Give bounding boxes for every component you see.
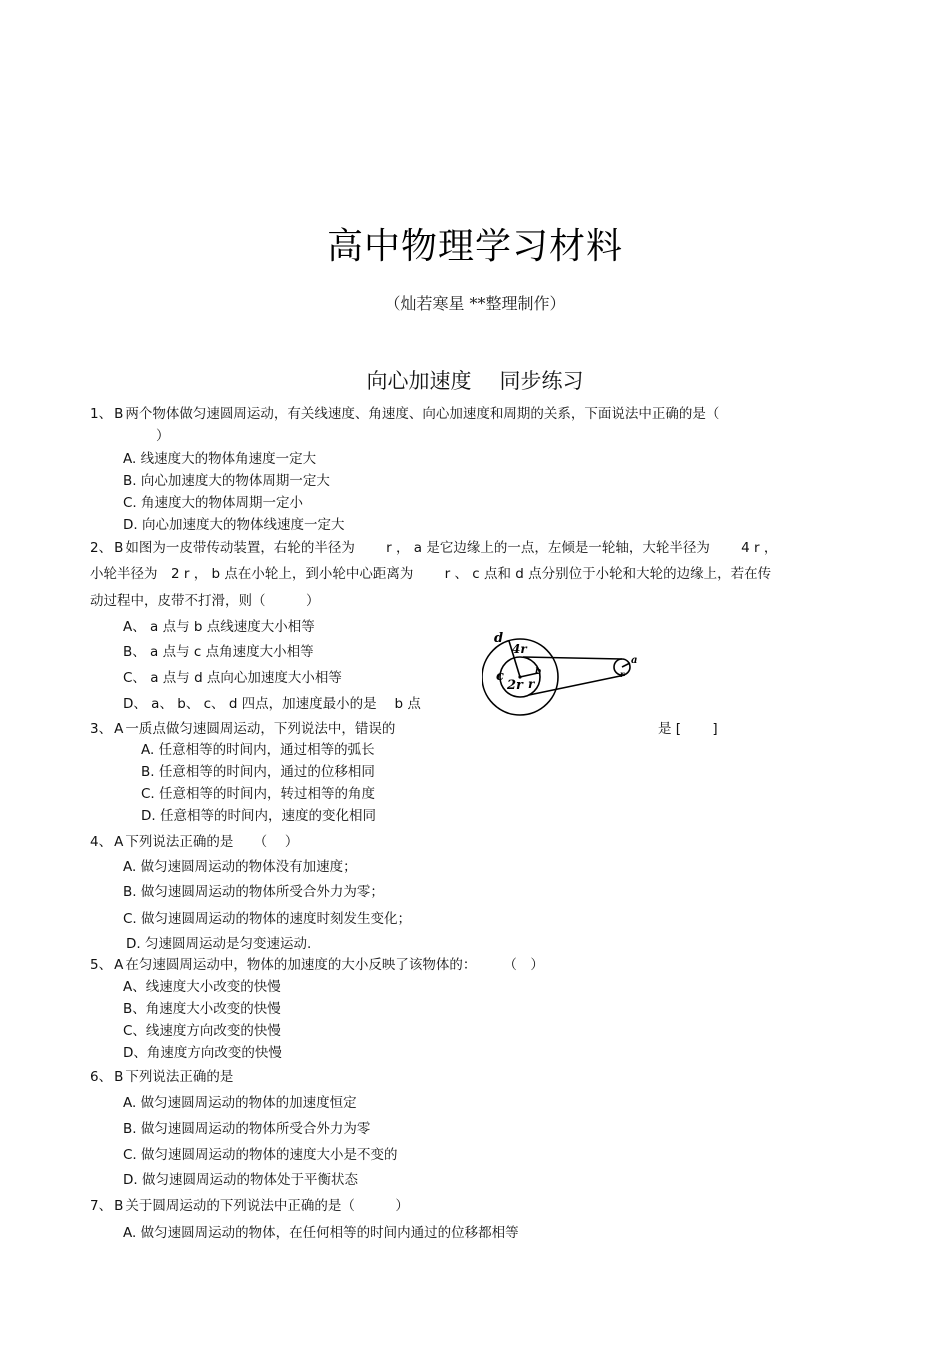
q3-option-b: B. 任意相等的时间内，通过的位移相同: [141, 764, 375, 780]
q3-stem-line: [90, 720, 395, 738]
q6-option-a: A. 做匀速圆周运动的物体的加速度恒定: [123, 1095, 357, 1111]
q2-number: 2、: [90, 540, 113, 556]
q4-option-d: D. 匀速圆周运动是匀变速运动.: [126, 936, 312, 952]
q3-option-a: A. 任意相等的时间内，通过相等的弧长: [141, 742, 375, 758]
q5-answer: A: [114, 957, 124, 973]
q2-option-d: D、 a、 b、 c、 d 四点，加速度最小的是 b 点: [123, 696, 421, 712]
section-title-part1: 向心加速度: [366, 369, 472, 393]
q2-option-a: A、 a 点与 b 点线速度大小相等: [123, 619, 315, 635]
q2-stem-text: 如图为一皮带传动装置，右轮的半径为 r ， a 是它边缘上的一点，左倾是一轮轴，大轮半径为 4 r ，: [125, 540, 778, 556]
q6-stem-text: 下列说法正确的是: [125, 1069, 234, 1085]
q4-stem-text: 下列说法正确的是 （ ）: [125, 834, 299, 850]
q7-stem-text: 关于圆周运动的下列说法中正确的是（ ）: [125, 1198, 409, 1214]
q2-stem-line2: 小轮半径为 2 r ， b 点在小轮上，到小轮中心距离为 r 、 c 点和 d 点分别位于小轮和大轮的边缘上，若在传: [90, 566, 772, 582]
belt-lower: [529, 675, 625, 695]
q4-stem-line: [90, 833, 298, 851]
q1-stem-line2: ）: [156, 428, 170, 444]
q4-option-c: C. 做匀速圆周运动的物体的速度时刻发生变化；: [123, 911, 412, 927]
q4-option-b: B. 做匀速圆周运动的物体所受合外力为零；: [123, 884, 384, 900]
q5-option-a: A、线速度大小改变的快慢: [123, 979, 281, 995]
label-a: a: [631, 655, 638, 666]
q4-option-a: A. 做匀速圆周运动的物体没有加速度；: [123, 859, 357, 875]
q3-stem-tail: 是 [ ]: [658, 721, 718, 737]
q1-answer: B: [114, 406, 124, 422]
label-b: b: [535, 667, 542, 677]
label-4r: 4r: [512, 642, 527, 656]
q4-number: 4、: [90, 834, 113, 850]
q1-option-b: B. 向心加速度大的物体周期一定大: [123, 473, 330, 489]
page-title: 高中物理学习材料: [326, 226, 623, 267]
q5-stem-text: 在匀速圆周运动中，物体的加速度的大小反映了该物体的： （ ）: [125, 957, 544, 973]
q1-stem-text: 两个物体做匀速圆周运动，有关线速度、角速度、向心加速度和周期的关系，下面说法中正确的是（: [125, 406, 720, 422]
section-title-part2: 同步练习: [499, 369, 584, 393]
q3-stem-text: 一质点做匀速圆周运动，下列说法中，错误的: [125, 721, 396, 737]
q3-number: 3、: [90, 721, 113, 737]
q1-option-d: D. 向心加速度大的物体线速度一定大: [123, 517, 345, 533]
q3-answer: A: [114, 721, 124, 737]
label-r-small: r: [528, 677, 535, 691]
label-c: c: [496, 669, 504, 684]
belt-drive-diagram: [482, 626, 644, 720]
q6-stem-line: [90, 1068, 233, 1086]
q7-option-a: A. 做匀速圆周运动的物体，在任何相等的时间内通过的位移都相等: [123, 1225, 519, 1241]
q2-option-c: C、 a 点与 d 点向心加速度大小相等: [123, 670, 342, 686]
q3-option-d: D. 任意相等的时间内，速度的变化相同: [141, 808, 376, 824]
q1-option-c: C. 角速度大的物体周期一定小: [123, 495, 304, 511]
q1-stem-line1: [90, 405, 719, 423]
belt-upper: [523, 657, 622, 659]
q5-option-c: C、线速度方向改变的快慢: [123, 1023, 281, 1039]
q1-option-a: A. 线速度大的物体角速度一定大: [123, 451, 317, 467]
q2-stem-line3: 动过程中，皮带不打滑，则（ ）: [90, 593, 320, 609]
q2-stem-line1: [90, 539, 777, 557]
label-r-right: r: [620, 669, 625, 679]
q7-number: 7、: [90, 1198, 113, 1214]
q6-option-d: D. 做匀速圆周运动的物体处于平衡状态: [123, 1172, 358, 1188]
q6-number: 6、: [90, 1069, 113, 1085]
q4-answer: A: [114, 834, 124, 850]
q5-option-d: D、角速度方向改变的快慢: [123, 1045, 282, 1061]
q6-answer: B: [114, 1069, 124, 1085]
page-subtitle: （灿若寒星 **整理制作）: [384, 294, 566, 313]
radius-right-line: [622, 663, 630, 667]
section-title: [0, 365, 950, 395]
q3-option-c: C. 任意相等的时间内，转过相等的角度: [141, 786, 376, 802]
q2-answer: B: [114, 540, 124, 556]
label-2r: 2r: [507, 678, 523, 693]
q5-number: 5、: [90, 957, 113, 973]
q5-stem-line: [90, 956, 544, 974]
q1-number: 1、: [90, 406, 113, 422]
q7-stem-line: [90, 1197, 409, 1215]
q5-option-b: B、角速度大小改变的快慢: [123, 1001, 281, 1017]
q6-option-b: B. 做匀速圆周运动的物体所受合外力为零: [123, 1121, 371, 1137]
q2-option-b: B、 a 点与 c 点角速度大小相等: [123, 644, 314, 660]
q7-answer: B: [114, 1198, 124, 1214]
q6-option-c: C. 做匀速圆周运动的物体的速度大小是不变的: [123, 1147, 398, 1163]
label-d: d: [494, 631, 504, 646]
